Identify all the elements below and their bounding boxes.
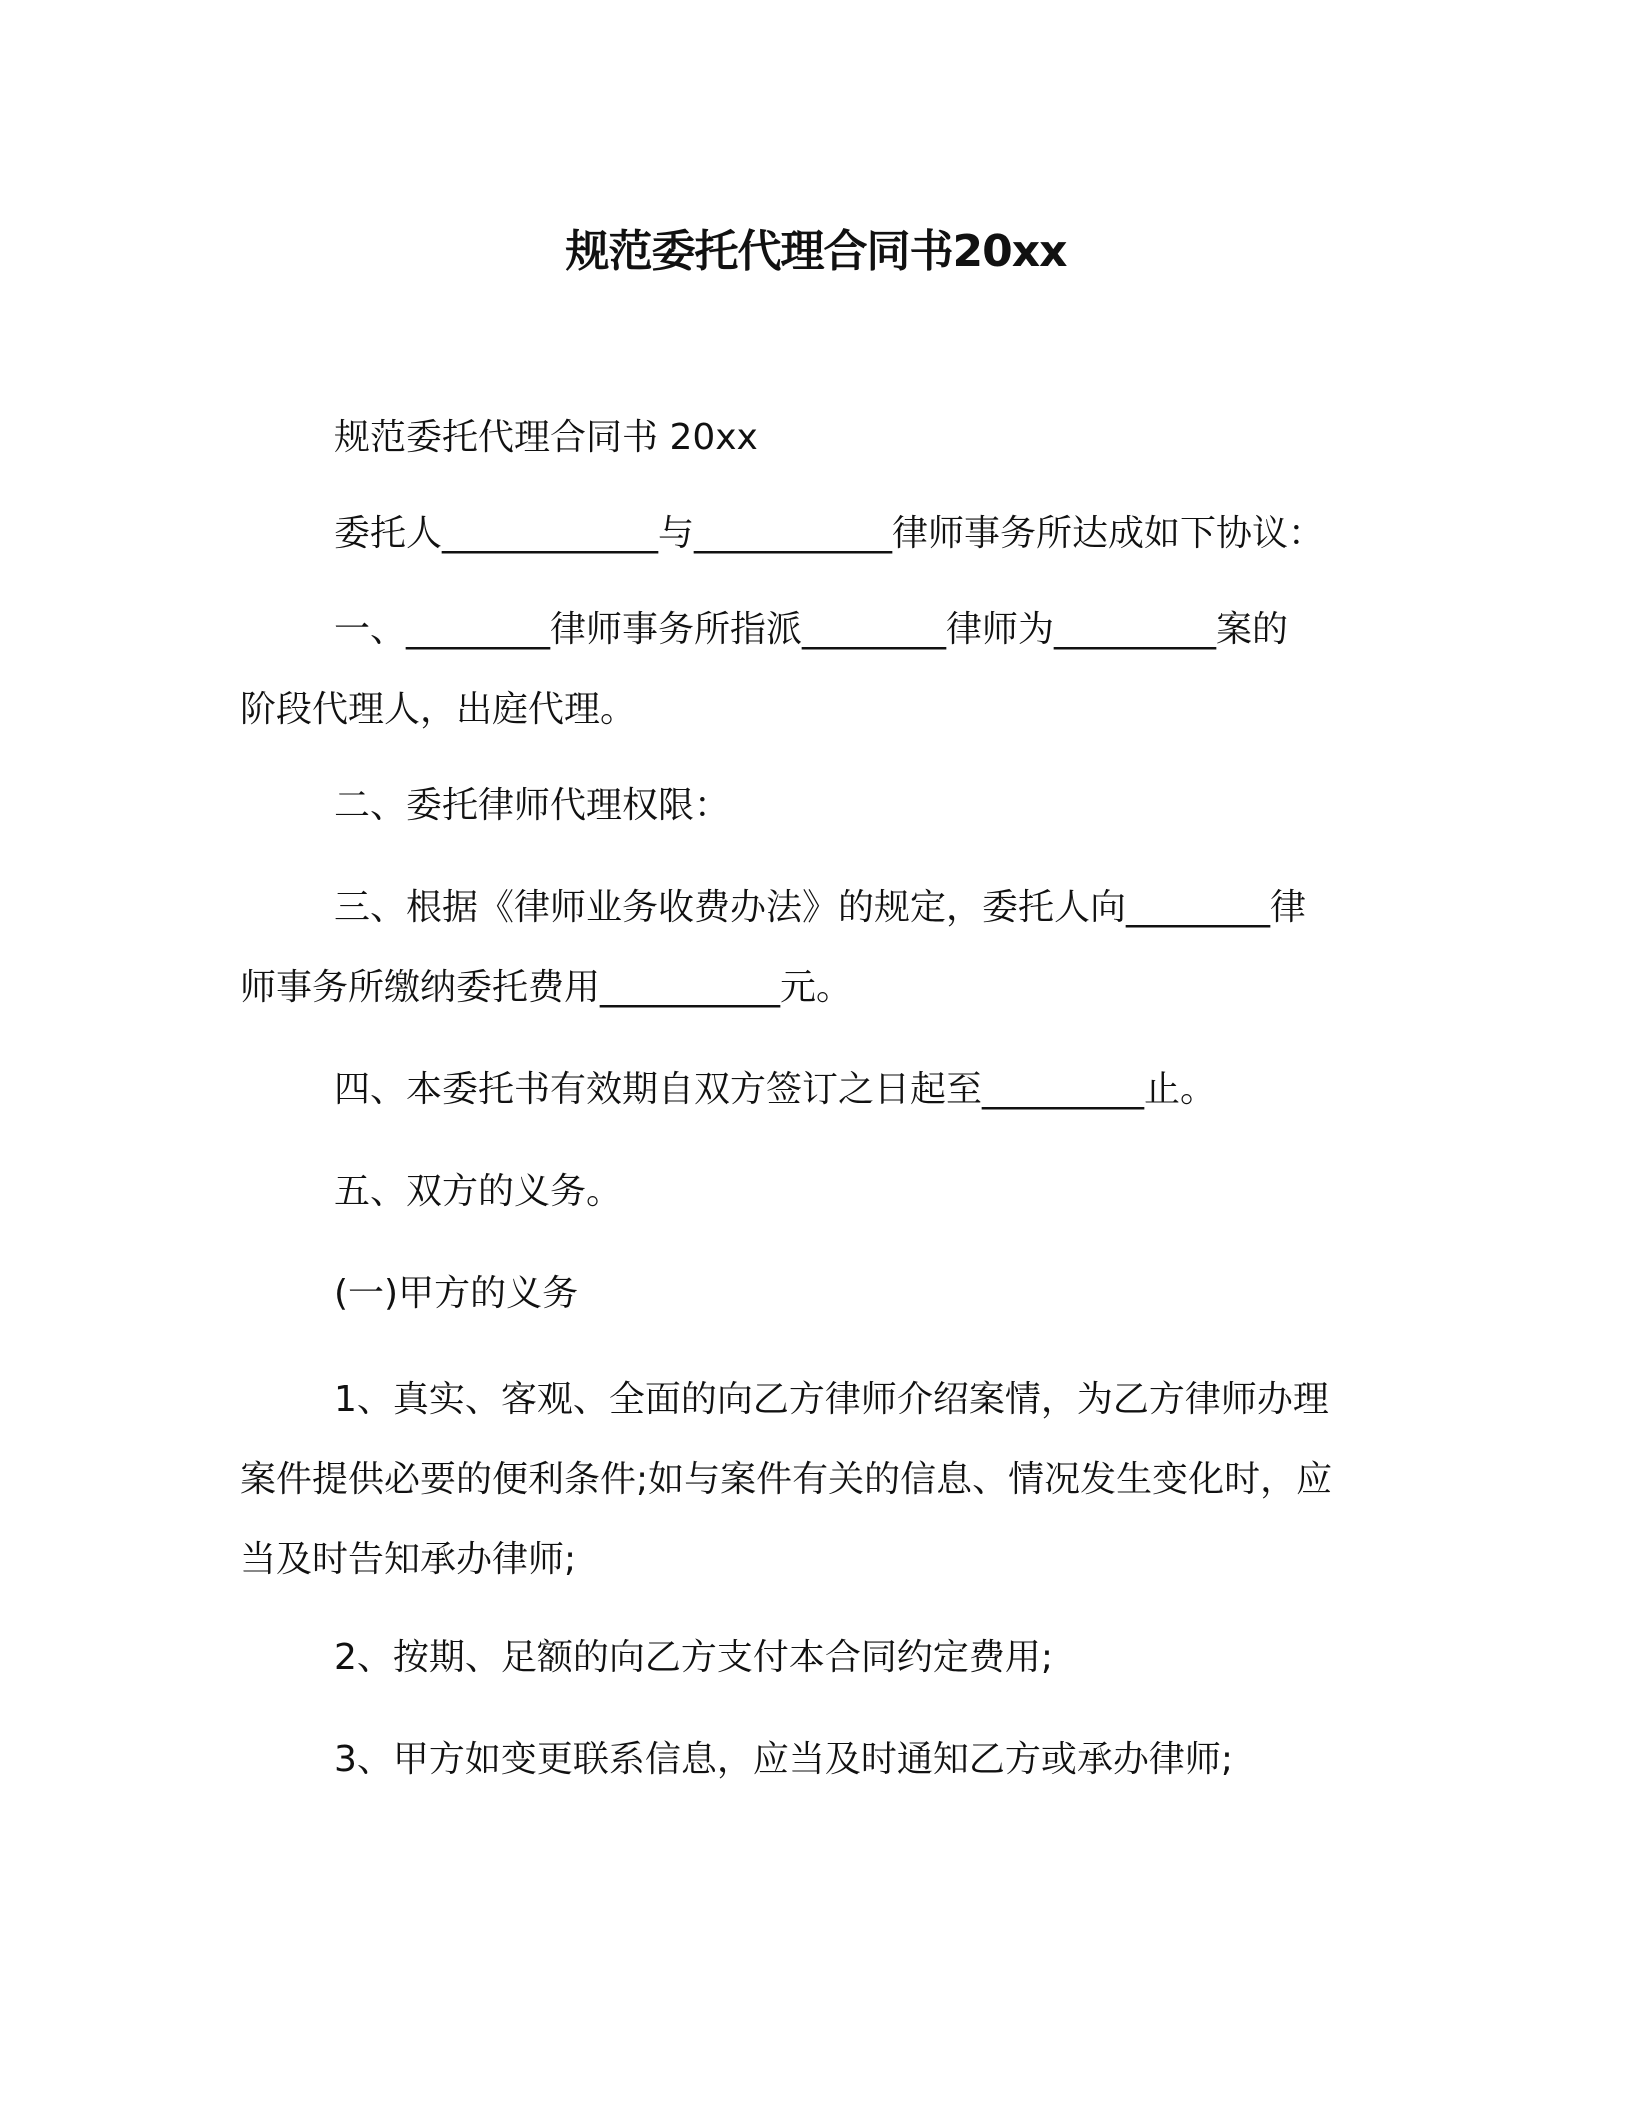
paragraph-line: 当及时告知承办律师; [240,1539,577,1580]
paragraph-clause-5 [240,1152,1390,1232]
paragraph-line: 1、真实、客观、全面的向乙方律师介绍案情，为乙方律师办理 [334,1379,1329,1420]
paragraph-line: 案件提供必要的便利条件;如与案件有关的信息、情况发生变化时，应 [240,1459,1333,1500]
paragraph-line: 委托人____________与___________律师事务所达成如下协议： [334,513,1325,554]
paragraph-line: 二、委托律师代理权限： [334,785,731,826]
paragraph-line: 四、本委托书有效期自双方签订之日起至_________止。 [334,1069,1217,1110]
paragraph-party-a-item-3 [240,1720,1390,1800]
paragraph-line: (一)甲方的义务 [334,1273,579,1314]
paragraph-clause-2 [240,766,1390,846]
paragraph-line: 3、甲方如变更联系信息，应当及时通知乙方或承办律师; [334,1739,1234,1780]
paragraph-party-a-item-1 [240,1360,1390,1600]
paragraph-party-a-heading [240,1254,1390,1334]
paragraph-line: 阶段代理人，出庭代理。 [240,689,637,730]
paragraph-line: 五、双方的义务。 [334,1171,623,1212]
paragraph-parties [240,494,1390,574]
paragraph-line: 规范委托代理合同书 20xx [334,417,758,458]
document-title: 规范委托代理合同书20xx [565,226,1067,277]
paragraph-clause-3 [240,868,1390,1028]
paragraph-clause-4 [240,1050,1390,1130]
paragraph-line: 一、________律师事务所指派________律师为_________案的 [334,609,1289,650]
paragraph-subtitle [240,398,1390,478]
paragraph-line: 三、根据《律师业务收费办法》的规定，委托人向________律 [334,887,1307,928]
paragraph-party-a-item-2 [240,1618,1390,1698]
paragraph-line: 师事务所缴纳委托费用__________元。 [240,967,853,1008]
paragraph-line: 2、按期、足额的向乙方支付本合同约定费用; [334,1637,1054,1678]
paragraph-clause-1 [240,590,1390,750]
